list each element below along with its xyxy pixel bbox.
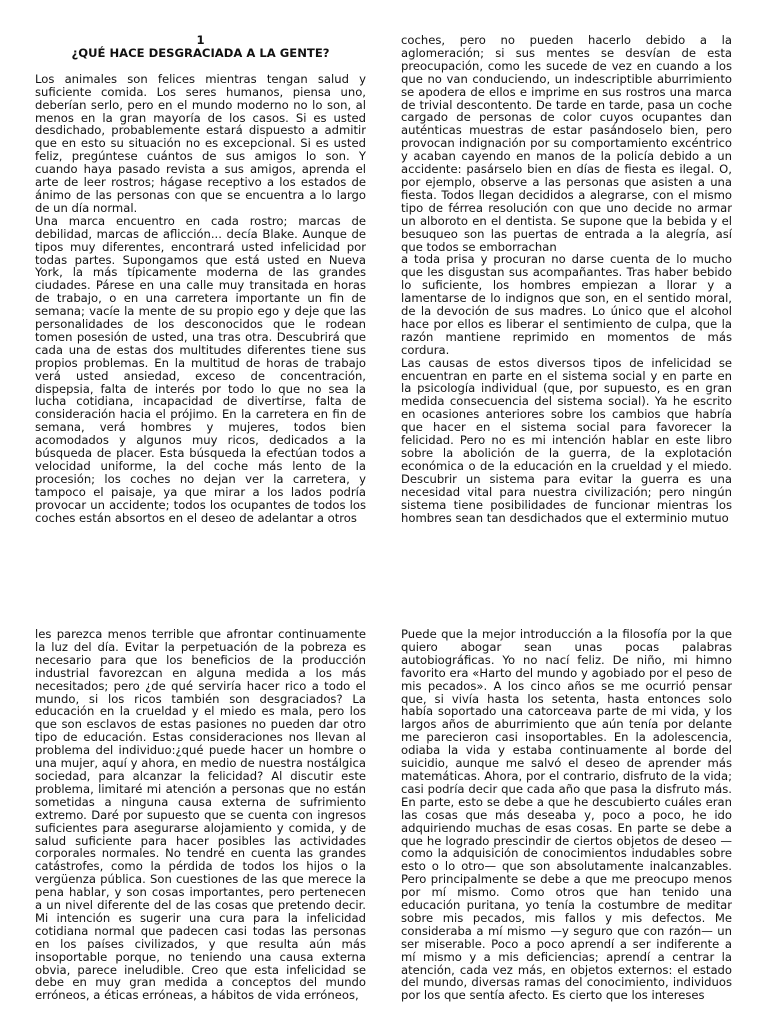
chapter-number: 1 xyxy=(196,34,205,47)
paragraph: Puede que la mejor introducción a la filosofía por la que quiero abogar sean unas pocas palabras autobiográficas. Yo no nací feliz. De niño, mi himno favorito era «Harto del mundo y agobiado por el peso de mis pecados». A los cinco años se me ocurrió pensar que, si vivía hasta los setenta, hasta entonces solo había soportado una catorceava parte de mi vida, y los largos años de aburrimiento que aún tenía por delante me parecieron casi insoportables. En la adolescencia, odiaba la vida y estaba continuamente al borde del suicidio, aunque me salvó el deseo de aprender más matemáticas. Ahora, por el contrario, disfruto de la vida; casi podría decir que cada año que pasa la disfruto más. En parte, esto se debe a que he descubierto cuáles eran las cosas que más deseaba y, poco a poco, he ido adquiriendo muchas de esas cosas. En parte se debe a que he logrado prescindir de ciertos objetos de deseo —como la adquisición de conocimientos indudables sobre esto o lo otro— que son absolutamente inalcanzables. Pero principalmente se debe a que me preocupo menos por mí mismo. Como otros que han tenido una educación puritana, yo tenía la costumbre de meditar sobre mis pecados, mis fallos y mis defectos. Me consideraba a mí mismo —y seguro que con razón— un ser miserable. Poco a poco aprendí a ser indiferente a mí mismo y a mis deficiencias; aprendí a centrar la atención, cada vez más, en objetos externos: el estado del mundo, diversas ramas del conocimiento, individuos por los que sentía afecto. Es cierto que los intereses xyxy=(401,628,732,1003)
paragraph: a toda prisa y procuran no darse cuenta de lo mucho que les disgustan sus acompañantes. Tras haber bebido lo suficiente, los hombres empiezan a llorar y a lamentarse de lo indignos que son, en el sentido moral, de la devoción de sus madres. Lo único que el alcohol hace por ellos es liberar el sentimiento de culpa, que la razón mantiene reprimido en momentos de más cordura. xyxy=(401,252,732,357)
page2-left-column xyxy=(35,628,366,1024)
page1-right-column xyxy=(401,34,732,554)
heading-spacer xyxy=(35,60,366,73)
paragraph: Los animales son felices mientras tengan salud y suficiente comida. Los seres humanos, piensa uno, deberían serlo, pero en el mundo moderno no lo son, al menos en la gran mayoría de los casos. Si es usted desdichado, probablemente estará dispuesto a admitir que en esto su situación no es excepcional. Si es usted feliz, pregúntese cuántos de sus amigos lo son. Y cuando haya pasado revista a sus amigos, aprenda el arte de leer rostros; hágase receptivo a los estados de ánimo de las personas con que se encuentra a lo largo de un día normal. xyxy=(35,71,366,215)
chapter-title: ¿QUÉ HACE DESGRACIADA A LA GENTE? xyxy=(71,45,330,60)
paragraph: coches, pero no pueden hacerlo debido a la aglomeración; si sus mentes se desvían de esta preocupación, como les sucede de vez en cuando a los que no van conduciendo, un indescriptible aburrimiento se apodera de ellos e imprime en sus rostros una marca de trivial descontento. De tarde en tarde, pasa un coche cargado de personas de color cuyos ocupantes dan auténticas muestras de estar pasándoselo bien, pero provocan indignación por su comportamiento excéntrico y acaban cayendo en manos de la policía debido a un accidente: pasárselo bien en días de fiesta es ilegal. O, por ejemplo, observe a las personas que asisten a una fiesta. Todos llegan decididos a alegrarse, con el mismo tipo de férrea resolución con que uno decide no armar un alboroto en el dentista. Se supone que la bebida y el besuqueo son las puertas de entrada a la alegría, así que todos se emborrachan xyxy=(401,34,732,254)
paragraph: Las causas de estos diversos tipos de infelicidad se encuentran en parte en el sistema social y en parte en la psicología individual (que, por supuesto, es en gran medida consecuencia del sistema social). Ya he escrito en ocasiones anteriores sobre los cambios que habría que hacer en el sistema social para favorecer la felicidad. Pero no es mi intención hablar en este libro sobre la abolición de la guerra, de la explotación económica o de la educación en la crueldad y el miedo. Descubrir un sistema para evitar la guerra es una necesidad vital para nuestra civilización; pero ningún sistema tiene posibilidades de funcionar mientras los hombres sean tan desdichados que el exterminio mutuo xyxy=(401,355,732,525)
page2-right-column xyxy=(401,628,732,1024)
page1-left-column xyxy=(35,34,366,554)
paragraph: Una marca encuentro en cada rostro; marcas de debilidad, marcas de aflicción... decía Blake. Aunque de tipos muy diferentes, encontrará usted infelicidad por todas partes. Supongamos que está usted en Nueva York, la más típicamente moderna de las grandes ciudades. Párese en una calle muy transitada en horas de trabajo, o en una carretera importante un fin de semana; vacíe la mente de su propio ego y deje que las personalidades de los desconocidos que le rodean tomen posesión de usted, una tras otra. Descubrirá que cada una de estas dos multitudes diferentes tiene sus propios problemas. En la multitud de horas de trabajo verá usted ansiedad, exceso de concentración, dispepsia, falta de interés por todo lo que no sea la lucha cotidiana, incapacidad de divertirse, falta de consideración hacia el prójimo. En la carretera en fin de semana, verá hombres y mujeres, todos bien acomodados y algunos muy ricos, dedicados a la búsqueda de placer. Esta búsqueda la efectúan todos a velocidad uniforme, la del coche más lento de la procesión; los coches no dejan ver la carretera, y tampoco el paisaje, ya que mirar a los lados podría provocar un accidente; todos los ocupantes de todos los coches están absortos en el deseo de adelantar a otros xyxy=(35,213,366,525)
paragraph: les parezca menos terrible que afrontar continuamente la luz del día. Evitar la perpetuación de la pobreza es necesario para que los beneficios de la producción industrial favorezcan en alguna medida a los más necesitados; pero ¿de qué serviría hacer rico a todo el mundo, si los ricos también son desgraciados? La educación en la crueldad y el miedo es mala, pero los que son esclavos de estas pasiones no pueden dar otro tipo de educación. Estas consideraciones nos llevan al problema del individuo:¿qué puede hacer un hombre o una mujer, aquí y ahora, en medio de nuestra nostálgica sociedad, para alcanzar la felicidad? Al discutir este problema, limitaré mi atención a personas que no están sometidas a ninguna causa externa de sufrimiento extremo. Daré por supuesto que se cuenta con ingresos suficientes para asegurarse alojamiento y comida, y de salud suficiente para hacer posibles las actividades corporales normales. No tendré en cuenta las grandes catástrofes, como la pérdida de todos los hijos o la vergüenza pública. Son cuestiones de las que merece la pena hablar, y son cosas importantes, pero pertenecen a un nivel diferente del de las cosas que pretendo decir. Mi intención es sugerir una cura para la infelicidad cotidiana normal que padecen casi todas las personas en los países civilizados, y que resulta aún más insoportable porque, no teniendo una causa externa obvia, parece ineludible. Creo que esta infelicidad se debe en muy gran medida a conceptos del mundo erróneos, a éticas erróneas, a hábitos de vida erróneos, xyxy=(35,628,366,1003)
